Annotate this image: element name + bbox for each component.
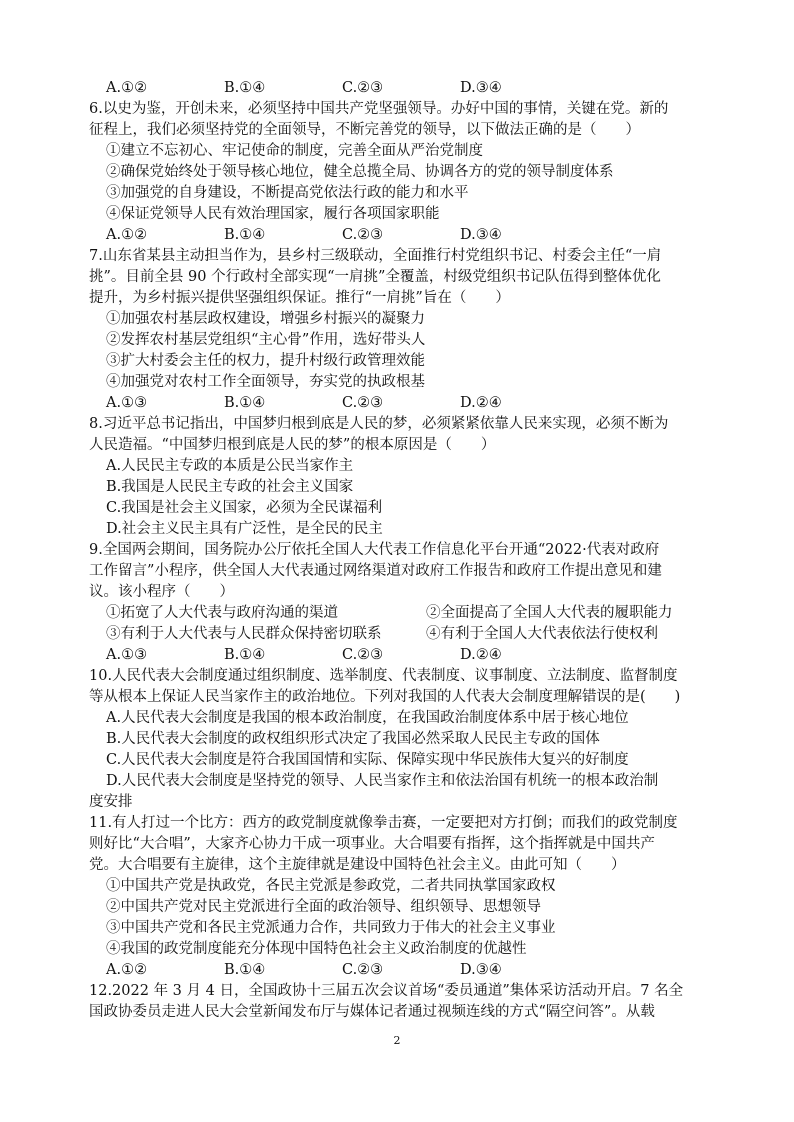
q7-options-row <box>0 393 794 413</box>
option-b: B.①④ <box>224 962 266 978</box>
q6-item: ②确保党始终处于领导核心地位，健全总揽全局、协调各方的党的领导制度体系 <box>106 164 614 180</box>
q7-item: ②发挥农村基层党组织“主心骨”作用，选好带头人 <box>106 332 426 348</box>
q12-stem-line: 国政协委员走进人民大会堂新闻发布厅与媒体记者通过视频连线的方式“隔空问答”。从载 <box>89 1004 655 1020</box>
q10-choice: D.人民代表大会制度是坚持党的领导、人民当家作主和依法治国有机统一的根本政治制 <box>106 773 659 789</box>
q7-item: ③扩大村委会主任的权力，提升村级行政管理效能 <box>106 353 425 369</box>
option-d: D.③④ <box>460 962 502 978</box>
q7-stem-line: 提升，为乡村振兴提供坚强组织保证。推行“一肩挑”旨在（ ） <box>89 290 510 306</box>
q11-stem-line: 11.有人打过一个比方：西方的政党制度就像拳击赛，一定要把对方打倒；而我们的政党制度 <box>89 815 678 831</box>
option-d: D.③④ <box>460 227 502 243</box>
q9-item: ④有利于全国人大代表依法行使权利 <box>426 626 658 642</box>
q6-options-row <box>0 225 794 245</box>
q7-stem-line: 挑”。目前全县 90 个行政村全部实现“一肩挑”全覆盖，村级党组织书记队伍得到整体优化 <box>89 269 661 285</box>
q8-choice: B.我国是人民民主专政的社会主义国家 <box>106 479 354 495</box>
option-d: D.③④ <box>460 80 502 96</box>
q11-stem-line: 则好比“大合唱”，大家齐心协力干成一项事业。大合唱要有指挥，这个指挥就是中国共产 <box>89 836 655 852</box>
q11-options-row <box>0 960 794 980</box>
q11-item: ①中国共产党是执政党，各民主党派是参政党，二者共同执掌国家政权 <box>106 878 556 894</box>
q12-stem-line: 12.2022 年 3 月 4 日，全国政协十三届五次会议首场“委员通道”集体采访活动开启。7 名全 <box>89 983 684 999</box>
option-b: B.①④ <box>224 647 266 663</box>
q6-item: ③加强党的自身建设，不断提高党依法行政的能力和水平 <box>106 185 469 201</box>
option-b: B.①④ <box>224 395 266 411</box>
option-c: C.②③ <box>342 227 384 243</box>
option-c: C.②③ <box>342 395 384 411</box>
q7-stem-line: 7.山东省某县主动担当作为，县乡村三级联动，全面推行村党组织书记、村委会主任“一肩 <box>89 248 662 264</box>
q10-choice: B.人民代表大会制度的政权组织形式决定了我国必然采取人民民主专政的国体 <box>106 731 600 747</box>
q9-item: ①拓宽了人大代表与政府沟通的渠道 <box>106 605 338 621</box>
option-a: A.①③ <box>106 395 148 411</box>
q10-stem-line: 10.人民代表大会制度通过组织制度、选举制度、代表制度、议事制度、立法制度、监督制度 <box>89 668 678 684</box>
q10-choice-continuation: 度安排 <box>89 794 133 810</box>
q10-choice: A.人民代表大会制度是我国的根本政治制度，在我国政治制度体系中居于核心地位 <box>106 710 629 726</box>
q9-item: ②全面提高了全国人大代表的履职能力 <box>426 605 673 621</box>
q6-item: ④保证党领导人民有效治理国家，履行各项国家职能 <box>106 206 440 222</box>
q6-stem-line: 6.以史为鉴，开创未来，必须坚持中国共产党坚强领导。办好中国的事情，关键在党。新的 <box>89 101 669 117</box>
option-c: C.②③ <box>342 80 384 96</box>
option-b: B.①④ <box>224 227 266 243</box>
q11-stem-line: 党。大合唱要有主旋律，这个主旋律就是建设中国特色社会主义。由此可知（ ） <box>89 857 626 873</box>
q9-stem-line: 工作留言”小程序，供全国人大代表通过网络渠道对政府工作报告和政府工作提出意见和建 <box>89 563 662 579</box>
top-options-row <box>0 78 794 98</box>
q6-item: ①建立不忘初心、牢记使命的制度，完善全面从严治党制度 <box>106 143 483 159</box>
option-d: D.②④ <box>460 647 502 663</box>
q7-item: ④加强党对农村工作全面领导，夯实党的执政根基 <box>106 374 425 390</box>
q8-choice: C.我国是社会主义国家，必须为全民谋福利 <box>106 500 383 516</box>
q7-item: ①加强农村基层政权建设，增强乡村振兴的凝聚力 <box>106 311 425 327</box>
option-b: B.①④ <box>224 80 266 96</box>
q11-item: ③中国共产党和各民主党派通力合作，共同致力于伟大的社会主义事业 <box>106 920 556 936</box>
q11-item: ②中国共产党对民主党派进行全面的政治领导、组织领导、思想领导 <box>106 899 541 915</box>
q10-stem-line: 等从根本上保证人民当家作主的政治地位。下列对我国的人代表大会制度理解错误的是( ) <box>89 689 681 705</box>
q9-item: ③有利于人大代表与人民群众保持密切联系 <box>106 626 382 642</box>
option-a: A.①② <box>106 80 148 96</box>
q8-choice: A.人民民主专政的本质是公民当家作主 <box>106 458 354 474</box>
q6-stem-line: 征程上，我们必须坚持党的全面领导，不断完善党的领导，以下做法正确的是（ ） <box>89 122 640 138</box>
q11-item: ④我国的政党制度能充分体现中国特色社会主义政治制度的优越性 <box>106 941 527 957</box>
page-number: 2 <box>393 1034 401 1047</box>
q8-stem-line: 人民造福。“中国梦归根到底是人民的梦”的根本原因是（ ） <box>89 437 496 453</box>
q8-stem-line: 8.习近平总书记指出，中国梦归根到底是人民的梦，必须紧紧依靠人民来实现，必须不断为 <box>89 416 669 432</box>
q8-choice: D.社会主义民主具有广泛性，是全民的民主 <box>106 521 383 537</box>
q9-items-row <box>0 603 794 623</box>
option-c: C.②③ <box>342 647 384 663</box>
option-c: C.②③ <box>342 962 384 978</box>
q10-choice: C.人民代表大会制度是符合我国国情和实际、保障实现中华民族伟大复兴的好制度 <box>106 752 629 768</box>
option-a: A.①③ <box>106 647 148 663</box>
q9-stem-line: 9.全国两会期间，国务院办公厅依托全国人大代表工作信息化平台开通“2022·代表对政府 <box>89 542 660 558</box>
option-a: A.①② <box>106 227 148 243</box>
q9-options-row <box>0 645 794 665</box>
option-d: D.②④ <box>460 395 502 411</box>
q9-stem-line: 议。该小程序（ ） <box>89 584 234 600</box>
q9-items-row <box>0 624 794 644</box>
option-a: A.①② <box>106 962 148 978</box>
